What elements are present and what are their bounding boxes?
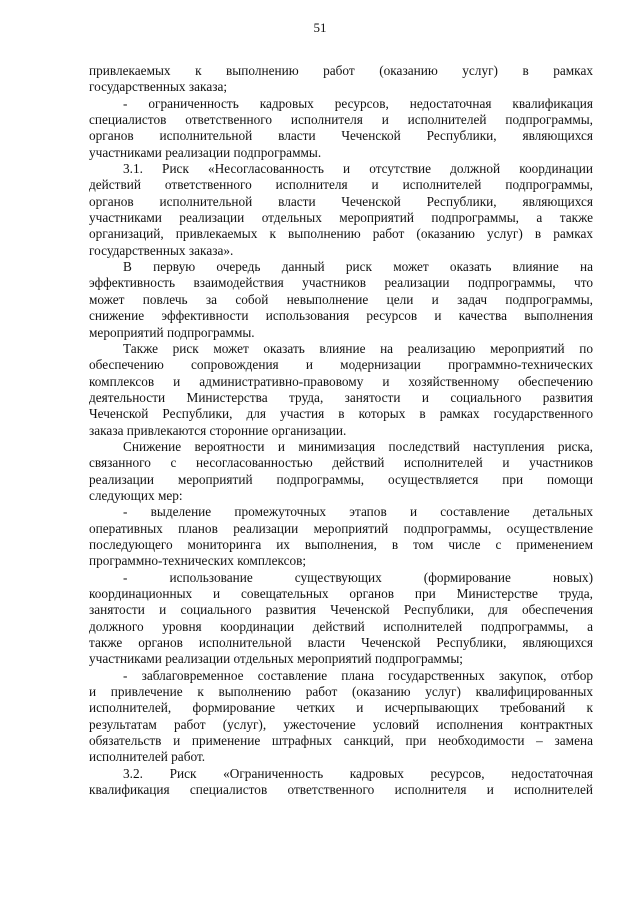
- text-line: - заблаговременное составление плана государственных закупок, отбор: [123, 667, 593, 683]
- text-line: и привлечение к выполнению работ (оказанию услуг) квалифицированных: [89, 684, 593, 700]
- text-line: занятости и социального развития Чеченской Республики, для обеспечения: [89, 602, 593, 618]
- text-line: результатам работ (услуг), ужесточение условий исполнения контрактных: [89, 716, 593, 732]
- text-line: деятельности Министерства труда, занятости и социального развития: [89, 389, 593, 405]
- text-line: - выделение промежуточных этапов и составление детальных: [123, 504, 593, 520]
- text-line: 3.1. Риск «Несогласованность и отсутствие должной координации: [123, 161, 593, 177]
- text-line: - ограниченность кадровых ресурсов, недостаточная квалификация: [123, 95, 593, 111]
- text-line: оперативных планов реализации мероприятий подпрограммы, осуществление: [89, 520, 593, 536]
- text-line: обязательств и применение штрафных санкций, при необходимости – замена: [89, 733, 593, 749]
- text-line: мероприятий подпрограммы.: [89, 324, 255, 340]
- text-line: обеспечению сопровождения и модернизации программно-технических: [89, 357, 593, 373]
- text-line: участниками реализации подпрограммы.: [89, 144, 322, 160]
- text-line: исполнителей, формирование четких и исчерпывающих требований к: [89, 700, 593, 716]
- text-line: действий ответственного исполнителя и исполнителей подпрограммы,: [89, 177, 593, 193]
- text-line: заказа привлекаются сторонние организации.: [89, 422, 347, 438]
- text-line: государственных заказа».: [89, 242, 234, 258]
- text-line: программно-технических комплексов;: [89, 553, 307, 569]
- text-line: также органов исполнительной власти Чеченской Республики, являющихся: [89, 635, 593, 651]
- text-line: снижение эффективности использования ресурсов и качества выполнения: [89, 308, 593, 324]
- text-line: координационных и совещательных органов при Министерстве труда,: [89, 586, 593, 601]
- page-number: 51: [313, 20, 327, 35]
- text-line: следующих мер:: [89, 487, 183, 503]
- text-line: Чеченской Республики, для участия в которых в рамках государственного: [89, 406, 593, 422]
- text-line: В первую очередь данный риск может оказать влияние на: [123, 259, 593, 275]
- text-line: - использование существующих (формирование новых): [123, 569, 593, 585]
- text-line: связанного с несогласованностью действий исполнителей и участников: [89, 455, 593, 471]
- text-line: привлекаемых к выполнению работ (оказанию услуг) в рамках: [89, 63, 593, 78]
- text-line: органов исполнительной власти Чеченской Республики, являющихся: [89, 193, 593, 209]
- text-line: Снижение вероятности и минимизация последствий наступления риска,: [123, 438, 593, 454]
- text-line: комплексов и административно-правовому и хозяйственному обеспечению: [89, 373, 593, 389]
- text-line: реализации мероприятий подпрограммы, осуществляется при помощи: [89, 471, 593, 487]
- text-line: 3.2. Риск «Ограниченность кадровых ресурсов, недостаточная: [123, 765, 593, 781]
- text-line: Также риск может оказать влияние на реализацию мероприятий по: [123, 340, 593, 356]
- text-line: исполнителей работ.: [89, 749, 206, 765]
- text-line: участниками реализации отдельных мероприятий подпрограммы;: [89, 651, 464, 667]
- text-line: должного уровня координации действий исполнителей подпрограммы, а: [89, 618, 593, 634]
- text-line: государственных заказа;: [89, 79, 228, 95]
- text-line: квалификация специалистов ответственного исполнителя и исполнителей: [89, 782, 593, 798]
- text-line: эффективность взаимодействия участников реализации подпрограммы, что: [89, 275, 593, 291]
- text-line: специалистов ответственного исполнителя и исполнителей подпрограммы,: [89, 112, 593, 128]
- text-line: органов исполнительной власти Чеченской Республики, являющихся: [89, 128, 593, 144]
- text-line: последующего мониторинга их выполнения, в том числе с применением: [89, 536, 593, 552]
- text-line: может повлечь за собой невыполнение цели и задач подпрограммы,: [89, 291, 593, 307]
- document-body: [89, 63, 593, 798]
- text-line: участниками реализации отдельных мероприятий подпрограммы, а также: [89, 210, 593, 226]
- text-line: организаций, привлекаемых к выполнению работ (оказанию услуг) в рамках: [89, 226, 593, 242]
